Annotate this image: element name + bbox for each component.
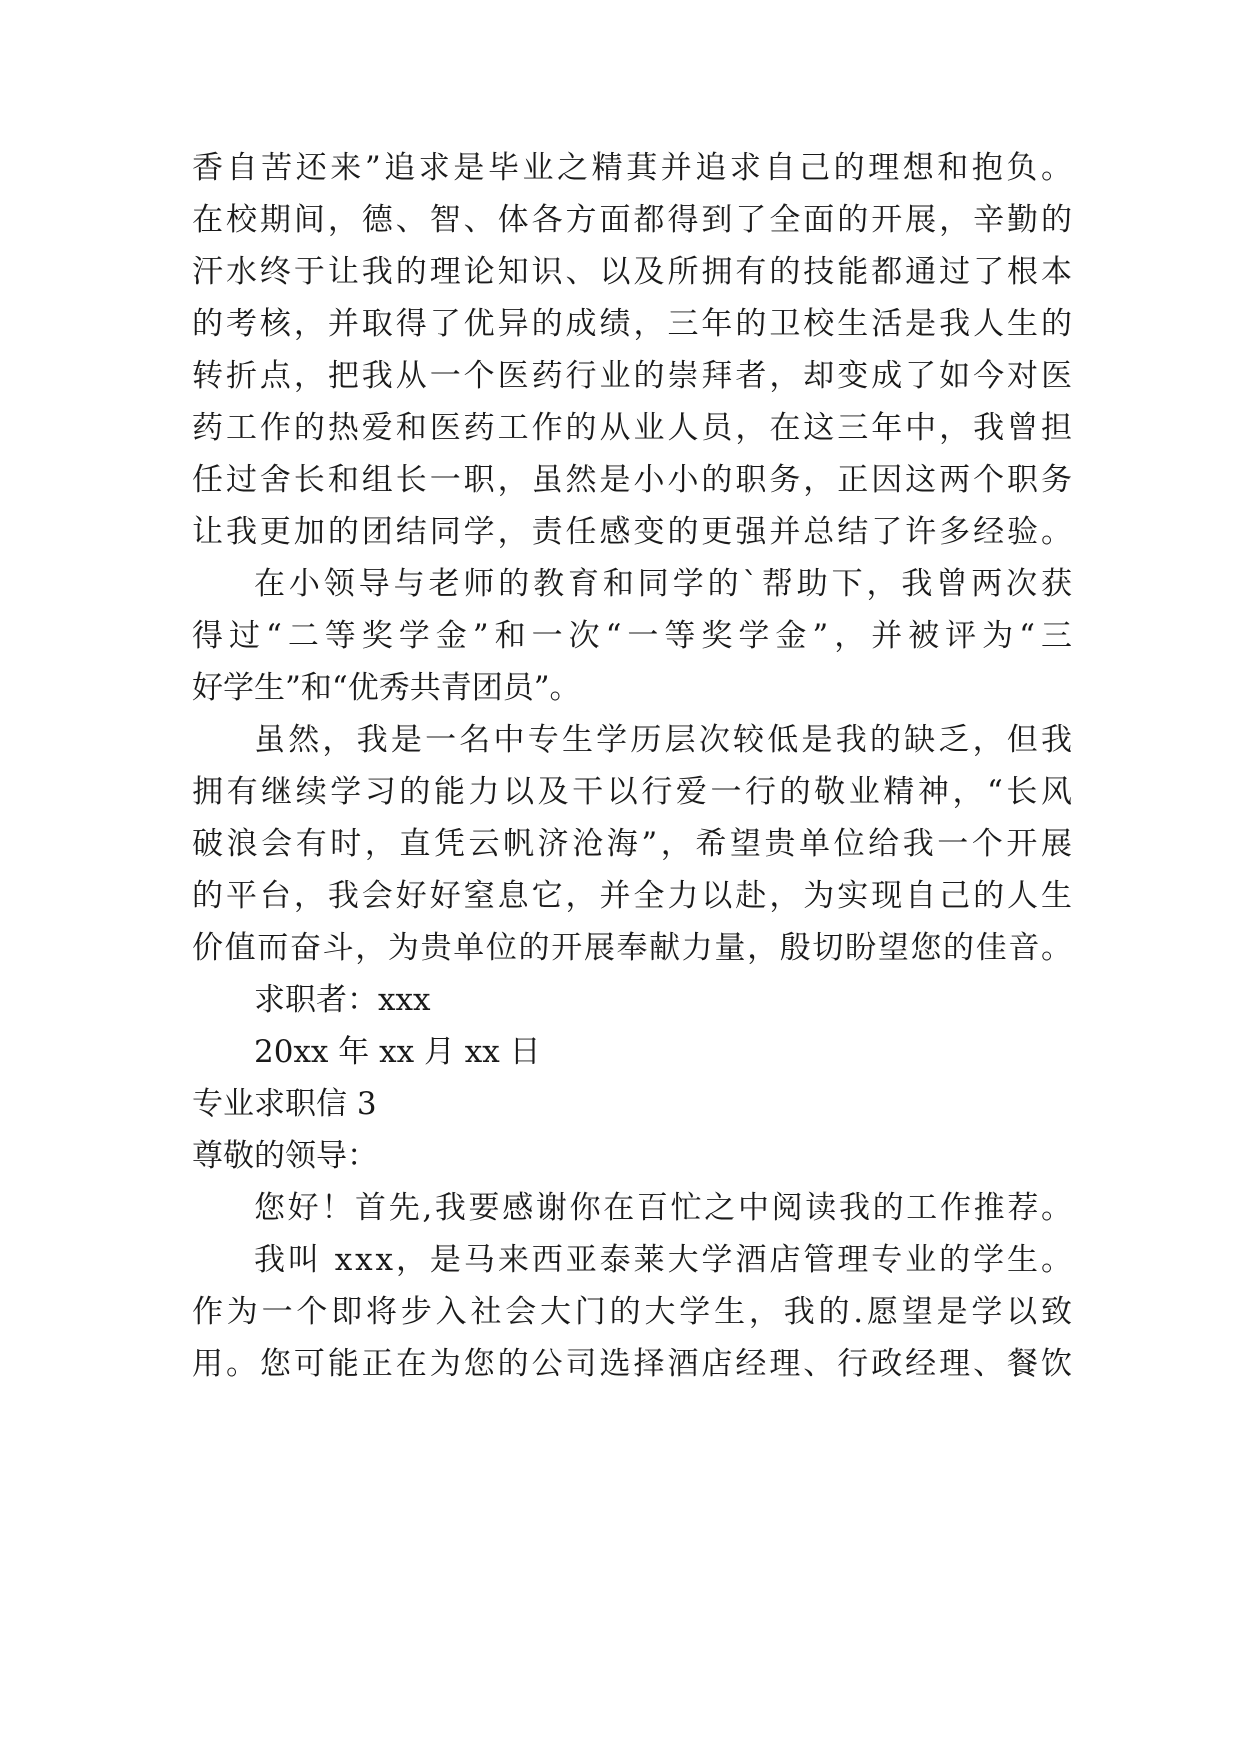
body-line: 的考核，并取得了优异的成绩，三年的卫校生活是我人生的 — [192, 306, 1075, 342]
signature-line: 求职者：xxx — [254, 982, 431, 1018]
body-line: 香自苦还来”追求是毕业之精萁并追求自己的理想和抱负。 — [192, 150, 1076, 186]
body-line: 好学生”和“优秀共青团员”。 — [192, 670, 581, 706]
paragraph-start-line: 您好！首先,我要感谢你在百忙之中阅读我的工作推荐。 — [254, 1190, 1075, 1226]
paragraph-start-line: 我叫 xxx，是马来西亚泰莱大学酒店管理专业的学生。 — [254, 1242, 1075, 1278]
paragraph-start-line: 虽然，我是一名中专生学历层次较低是我的缺乏，但我 — [254, 722, 1076, 758]
body-line: 用。您可能正在为您的公司选择酒店经理、行政经理、餐饮 — [192, 1346, 1075, 1382]
body-line: 转折点，把我从一个医药行业的崇拜者，却变成了如今对医 — [192, 358, 1075, 394]
body-line: 的平台，我会好好窒息它，并全力以赴，为实现自己的人生 — [192, 878, 1075, 914]
body-line: 让我更加的团结同学，责任感变的更强并总结了许多经验。 — [192, 514, 1075, 550]
body-line: 破浪会有时，直凭云帆济沧海”，希望贵单位给我一个开展 — [192, 826, 1076, 862]
body-line: 在校期间，德、智、体各方面都得到了全面的开展，辛勤的 — [192, 202, 1075, 238]
body-line: 汗水终于让我的理论知识、以及所拥有的技能都通过了根本 — [192, 254, 1075, 290]
body-line: 作为一个即将步入社会大门的大学生，我的.愿望是学以致 — [192, 1294, 1076, 1330]
body-line: 药工作的热爱和医药工作的从业人员，在这三年中，我曾担 — [192, 410, 1075, 446]
body-line: 价值而奋斗，为贵单位的开展奉献力量，殷切盼望您的佳音。 — [192, 930, 1074, 966]
body-line: 拥有继续学习的能力以及干以行爱一行的敬业精神，“长风 — [192, 774, 1076, 810]
salutation: 尊敬的领导： — [192, 1138, 378, 1174]
body-line: 得过“二等奖学金”和一次“一等奖学金”，并被评为“三 — [192, 618, 1078, 654]
body-line: 任过舍长和组长一职，虽然是小小的职务，正因这两个职务 — [192, 462, 1075, 498]
paragraph-start-line: 在小领导与老师的教育和同学的`帮助下，我曾两次获 — [254, 566, 1076, 602]
section-title: 专业求职信 3 — [192, 1086, 377, 1122]
date-line: 20xx 年 xx 月 xx 日 — [254, 1034, 541, 1070]
